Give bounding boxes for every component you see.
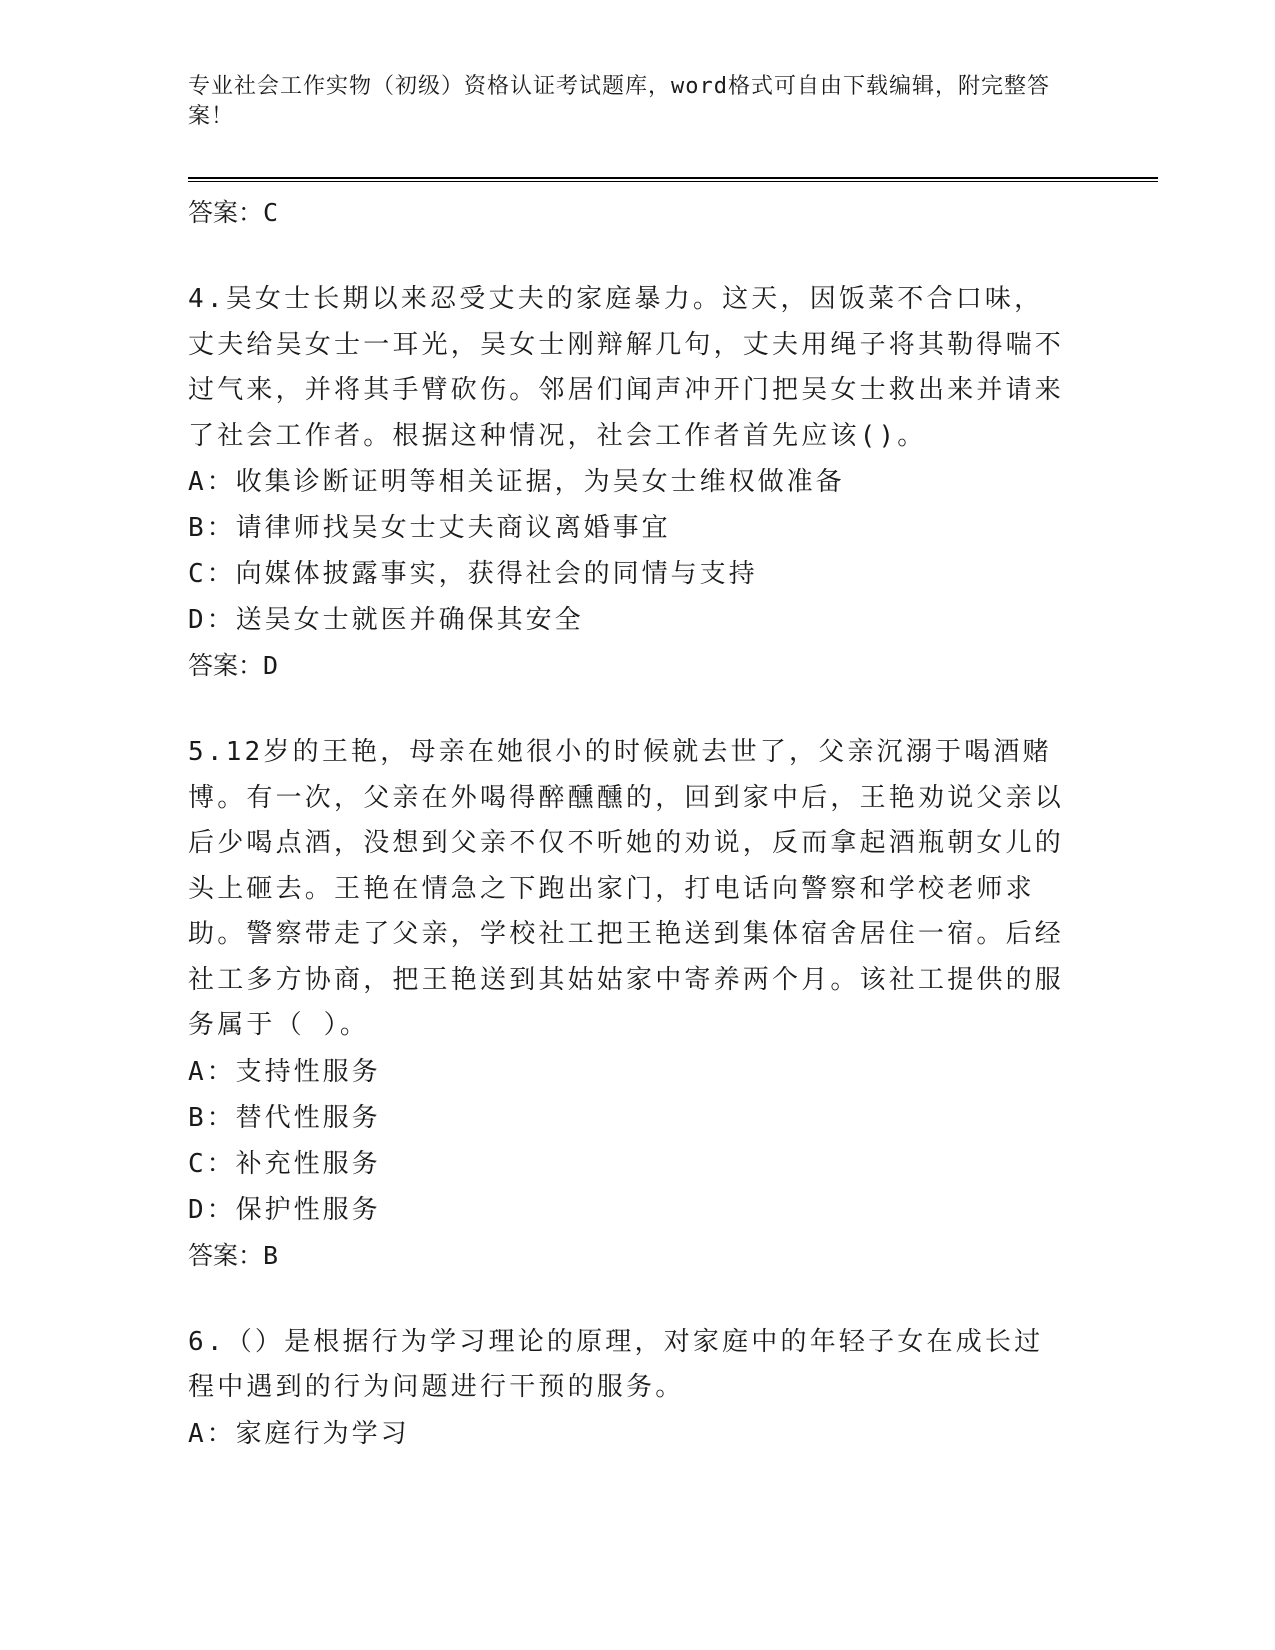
question-stem: 4.吴女士长期以来忍受丈夫的家庭暴力。这天，因饭菜不合口味，丈夫给吴女士一耳光，吴女士刚辩解几句，丈夫用绳子将其勒得喘不过气来，并将其手臂砍伤。邻居们闻声冲开门把吴女士救出来并请来了社会工作者。根据这种情况，社会工作者首先应该()。 — [188, 284, 1065, 451]
question-4 — [188, 277, 1068, 689]
answer-value: C — [263, 198, 279, 227]
page-header: 专业社会工作实物（初级）资格认证考试题库，word格式可自由下载编辑，附完整答案！ — [188, 74, 1050, 129]
option-b: B：替代性服务 — [188, 1102, 381, 1133]
answer-label: 答案： — [188, 198, 264, 227]
option-a: A：家庭行为学习 — [188, 1418, 410, 1449]
answer-value: B — [263, 1240, 279, 1270]
question-stem: 6.（）是根据行为学习理论的原理，对家庭中的年轻子女在成长过程中遇到的行为问题进行干预的服务。 — [188, 1326, 1044, 1402]
header-divider — [188, 177, 1158, 179]
document-body — [188, 190, 1068, 1457]
answer-line — [188, 190, 1068, 236]
question-5 — [188, 730, 1068, 1279]
header-divider-thin — [188, 181, 1158, 182]
question-6 — [188, 1320, 1068, 1457]
answer-label: 答案： — [188, 1240, 264, 1270]
answer-line — [188, 643, 1068, 689]
option-a: A：收集诊断证明等相关证据，为吴女士维权做准备 — [188, 467, 845, 497]
question-stem: 5.12岁的王艳，母亲在她很小的时候就去世了，父亲沉溺于喝酒赌博。有一次，父亲在外喝得醉醺醺的，回到家中后，王艳劝说父亲以后少喝点酒，没想到父亲不仅不听她的劝说，反而拿起酒瓶朝女儿的头上砸去。王艳在情急之下跑出家门，打电话向警察和学校老师求助。警察带走了父亲，学校社工把王艳送到集体宿舍居住一宿。后经社工多方协商，把王艳送到其姑姑家中寄养两个月。该社工提供的服务属于（ ）。 — [188, 737, 1065, 1040]
option-d: D：保护性服务 — [188, 1194, 381, 1225]
option-c: C：向媒体披露事实，获得社会的同情与支持 — [188, 559, 758, 589]
option-d: D：送吴女士就医并确保其安全 — [188, 605, 584, 635]
answer-value: D — [263, 651, 279, 680]
answer-line — [188, 1233, 1068, 1279]
option-c: C：补充性服务 — [188, 1148, 381, 1179]
option-b: B：请律师找吴女士丈夫商议离婚事宜 — [188, 513, 671, 543]
answer-label: 答案： — [188, 651, 264, 680]
option-a: A：支持性服务 — [188, 1056, 381, 1087]
